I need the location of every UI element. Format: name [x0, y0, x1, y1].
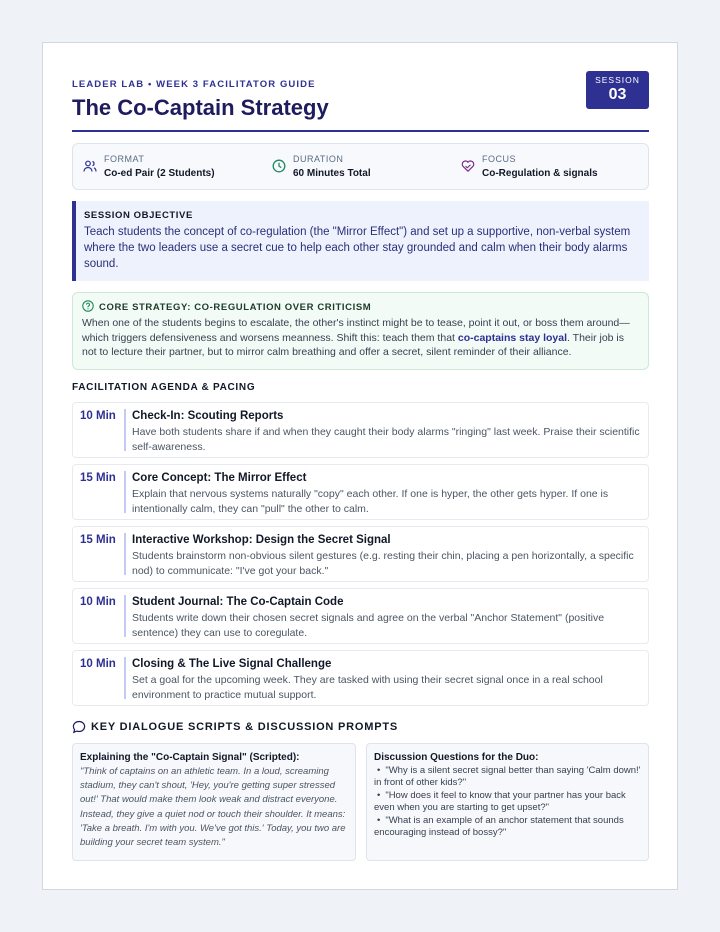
script-card — [72, 743, 356, 861]
agenda-divider — [124, 595, 126, 637]
meta-value: Co-ed Pair (2 Students) — [104, 168, 215, 179]
meta-value: Co-Regulation & signals — [482, 168, 598, 179]
help-circle-icon — [82, 300, 94, 312]
agenda-divider — [124, 409, 126, 451]
agenda-item — [72, 464, 649, 520]
agenda-divider — [124, 533, 126, 575]
objective-heading: SESSION OBJECTIVE — [84, 210, 193, 221]
questions-card — [366, 743, 649, 861]
guide-page — [42, 42, 678, 890]
agenda-duration: 10 Min — [80, 596, 116, 608]
agenda-description: Students write down their chosen secret signals and agree on the verbal "Anchor Statement" (positive sentence) they can use to coregulate. — [132, 612, 605, 639]
agenda-item — [72, 526, 649, 582]
meta-label: DURATION — [293, 154, 344, 164]
session-label: SESSION — [595, 75, 640, 85]
agenda-title: Check-In: Scouting Reports — [132, 410, 284, 422]
objective-text: Teach students the concept of co-regulation (the "Mirror Effect") and set up a supportive, non-verbal system where the two leaders use a secret cue to help each other stay grounded and calm when their body alarms sound. — [84, 226, 631, 270]
agenda-duration: 10 Min — [80, 658, 116, 670]
agenda-duration: 10 Min — [80, 410, 116, 422]
session-badge — [586, 71, 649, 109]
questions-list — [374, 765, 641, 838]
page-title: The Co-Captain Strategy — [72, 95, 329, 120]
dialogue-heading-text: KEY DIALOGUE SCRIPTS & DISCUSSION PROMPTS — [91, 721, 399, 733]
question-item: • "Why is a silent secret signal better than saying 'Calm down!' in front of other kids?" — [374, 765, 641, 788]
agenda-heading: FACILITATION AGENDA & PACING — [72, 382, 256, 393]
agenda-divider — [124, 657, 126, 699]
agenda-description: Students brainstorm non-obvious silent gestures (e.g. resting their chin, placing a pen horizontally, a specific nod) to communicate: "I've got your back." — [132, 550, 634, 577]
clock-icon — [272, 159, 286, 173]
meta-label: FORMAT — [104, 154, 145, 164]
strategy-text — [82, 316, 638, 360]
users-icon — [83, 159, 97, 173]
agenda-title: Closing & The Live Signal Challenge — [132, 658, 332, 670]
page-content — [72, 71, 649, 849]
meta-bar — [72, 143, 649, 190]
agenda-duration: 15 Min — [80, 534, 116, 546]
agenda-description: Set a goal for the upcoming week. They are tasked with using their secret signal once in a real school environment to practice mutual support. — [132, 674, 603, 701]
question-item: • "What is an example of an anchor statement that sounds encouraging instead of bossy?" — [374, 815, 641, 838]
agenda-description: Have both students share if and when they caught their body alarms "ringing" last week. Praise their scientific self-awareness. — [132, 426, 640, 453]
strategy-heading-text: CORE STRATEGY: CO-REGULATION OVER CRITICISM — [99, 302, 372, 313]
script-text: "Think of captains on an athletic team. In a loud, screaming stadium, they can't shout, 'Hey, you're getting super stressed out!' That would make them look weak and distract everyone. Instead, they give a quiet nod or touch their shoulder. It means: 'Take a breath. I'm with you. We've got this.' Today, you two are building your secret team system." — [80, 766, 346, 849]
question-item: • "How does it feel to know that your partner has your back even when you are starting to get upset?" — [374, 790, 641, 813]
agenda-item — [72, 588, 649, 644]
agenda-item — [72, 402, 649, 458]
header-divider — [72, 130, 649, 132]
agenda-title: Student Journal: The Co-Captain Code — [132, 596, 344, 608]
strategy-highlight: co-captains stay loyal — [457, 331, 568, 344]
meta-value: 60 Minutes Total — [293, 168, 371, 179]
chat-bubble-icon — [72, 720, 86, 734]
core-strategy — [72, 292, 649, 370]
agenda-duration: 15 Min — [80, 472, 116, 484]
agenda-divider — [124, 471, 126, 513]
strategy-text-after: . Their job is not to lecture their partner, but to mirror calm breathing and offer a secret, silent reminder of their alliance. — [82, 331, 625, 358]
strategy-text-before: When one of the students begins to escalate, the other's instinct might be to tease, point it out, or boss them around—which triggers defensiveness and worsens meanness. Shift this: teach them that — [82, 317, 630, 344]
heart-handshake-icon — [461, 159, 475, 173]
page-kicker: LEADER LAB • WEEK 3 FACILITATOR GUIDE — [72, 79, 316, 90]
agenda-list — [72, 402, 649, 712]
session-objective — [72, 201, 649, 281]
script-title: Explaining the "Co-Captain Signal" (Scripted): — [80, 752, 300, 763]
agenda-title: Interactive Workshop: Design the Secret Signal — [132, 534, 391, 546]
agenda-item — [72, 650, 649, 706]
session-number: 03 — [608, 86, 627, 103]
questions-title: Discussion Questions for the Duo: — [374, 752, 539, 763]
strategy-heading — [82, 302, 638, 313]
dialogue-heading — [72, 721, 398, 733]
agenda-description: Explain that nervous systems naturally "copy" each other. If one is hyper, the other gets hyper. If one is intentionally calm, they can "pull" the other to calm. — [132, 488, 609, 515]
agenda-title: Core Concept: The Mirror Effect — [132, 472, 307, 484]
meta-label: FOCUS — [482, 154, 516, 164]
